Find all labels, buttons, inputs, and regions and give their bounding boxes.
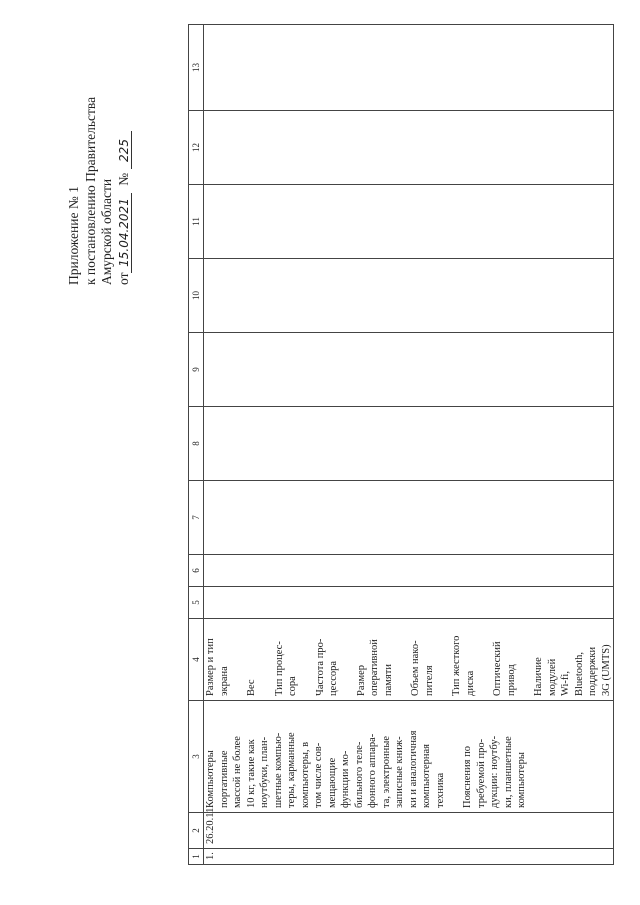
appendix-date-line — [116, 15, 133, 285]
appendix-region-line: Амурской области — [99, 178, 114, 285]
empty-cell — [204, 333, 614, 407]
empty-cell — [204, 481, 614, 555]
number-label: № — [115, 172, 131, 186]
row-number: 1. — [204, 849, 614, 865]
characteristic: Вес — [246, 679, 257, 696]
requirements-table — [188, 24, 614, 865]
empty-cell — [204, 259, 614, 333]
product-name: Компьютеры портативные массой не более 10 кг, такие как ноутбуки, план- шетные компью- теры, карманные компьютеры, в том числе сов- мещающие функции мо- бильного теле- фонного аппара- та, электронные записные книж- ки и аналогичная компьютерная техника — [205, 730, 446, 808]
appendix-header — [66, 15, 132, 285]
empty-cell — [204, 111, 614, 185]
empty-cell — [204, 407, 614, 481]
table-row — [204, 25, 614, 865]
characteristic: Оптический привод — [492, 641, 517, 696]
column-number: 7 — [189, 481, 204, 555]
characteristic: Размер и тип экрана — [205, 638, 230, 696]
column-number: 4 — [189, 619, 204, 701]
column-number-row — [189, 25, 204, 865]
product-note: Пояснения по требуемой про- дукции: ноутбу- ки, планшетные компьютеры — [462, 735, 527, 808]
appendix-title: Приложение № 1 — [66, 186, 81, 285]
characteristic: Тип жесткого диска — [451, 635, 476, 696]
empty-cell — [204, 555, 614, 587]
column-number: 8 — [189, 407, 204, 481]
column-number: 10 — [189, 259, 204, 333]
column-number: 6 — [189, 555, 204, 587]
from-label: от — [115, 272, 131, 285]
empty-cell — [204, 185, 614, 259]
column-number: 2 — [189, 813, 204, 849]
column-number: 5 — [189, 587, 204, 619]
empty-cell — [204, 587, 614, 619]
characteristics-list — [204, 619, 614, 701]
characteristic: Частота про- цессора — [314, 638, 339, 696]
column-number: 9 — [189, 333, 204, 407]
column-number: 11 — [189, 185, 204, 259]
characteristic: Размер оперативной памяти — [355, 639, 394, 696]
characteristic: Объем нако- пителя — [410, 640, 435, 696]
characteristic: Тип процес- сора — [273, 641, 298, 696]
appendix-ref-line: к постановлению Правительства — [82, 96, 98, 285]
okpd2-code: 26.20.11 — [204, 813, 614, 849]
column-number: 3 — [189, 701, 204, 813]
handwritten-number: 225 — [118, 132, 132, 170]
product-description — [204, 701, 614, 813]
column-number: 13 — [189, 25, 204, 111]
handwritten-date: 15.04.2021 — [118, 193, 132, 273]
column-number: 12 — [189, 111, 204, 185]
column-number: 1 — [189, 849, 204, 865]
empty-cell — [204, 25, 614, 111]
characteristic: Наличие модулей Wi-fi, Bluetooth, поддержки 3G (UMTS) — [533, 644, 612, 696]
